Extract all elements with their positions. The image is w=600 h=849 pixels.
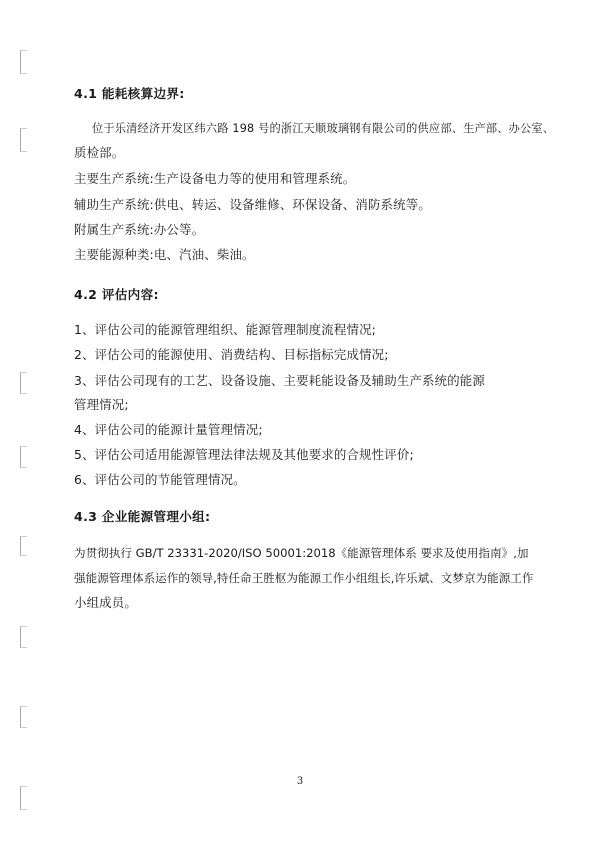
- paragraph-line: 为贯彻执行 GB/T 23331-2020/ISO 50001:2018《能源管理体系 要求及使用指南》,加: [74, 546, 529, 560]
- paragraph-line: 质检部。: [74, 145, 125, 160]
- binding-mark: [20, 372, 27, 394]
- paragraph-line: 主要生产系统:生产设备电力等的使用和管理系统。: [74, 171, 356, 186]
- list-item: 6、评估公司的节能管理情况。: [74, 472, 246, 487]
- binding-mark: [20, 128, 27, 152]
- binding-mark: [20, 536, 27, 556]
- list-item: 2、评估公司的能源使用、消费结构、目标指标完成情况;: [74, 347, 389, 362]
- paragraph-line: 辅助生产系统:供电、转运、设备维修、环保设备、消防系统等。: [74, 197, 431, 212]
- paragraph-line: 位于乐清经济开发区纬六路 198 号的浙江天顺玻璃钢有限公司的供应部、生产部、办公室、: [92, 122, 555, 135]
- paragraph-line: 强能源管理体系运作的领导,特任命王胜枢为能源工作小组组长,许乐斌、文梦京为能源工作: [74, 571, 534, 585]
- page-number: 3: [296, 776, 304, 787]
- binding-mark: [20, 50, 27, 74]
- list-item: 3、评估公司现有的工艺、设备设施、主要耗能设备及辅助生产系统的能源: [74, 373, 485, 388]
- binding-mark: [20, 786, 27, 810]
- paragraph-line: 附属生产系统:办公等。: [74, 222, 205, 237]
- section-heading: 4.1 能耗核算边界:: [74, 86, 185, 101]
- paragraph-line: 小组成员。: [74, 595, 137, 610]
- paragraph-line: 主要能源种类:电、汽油、柴油。: [74, 247, 255, 262]
- list-item: 1、评估公司的能源管理组织、能源管理制度流程情况;: [74, 322, 377, 337]
- list-item-continuation: 管理情况;: [74, 397, 129, 412]
- binding-mark: [20, 626, 27, 648]
- list-item: 4、评估公司的能源计量管理情况;: [74, 422, 263, 437]
- section-heading: 4.2 评估内容:: [74, 287, 159, 302]
- binding-mark: [20, 446, 27, 468]
- binding-mark: [20, 706, 27, 728]
- section-heading: 4.3 企业能源管理小组:: [74, 509, 211, 524]
- list-item: 5、评估公司适用能源管理法律法规及其他要求的合规性评价;: [74, 447, 414, 462]
